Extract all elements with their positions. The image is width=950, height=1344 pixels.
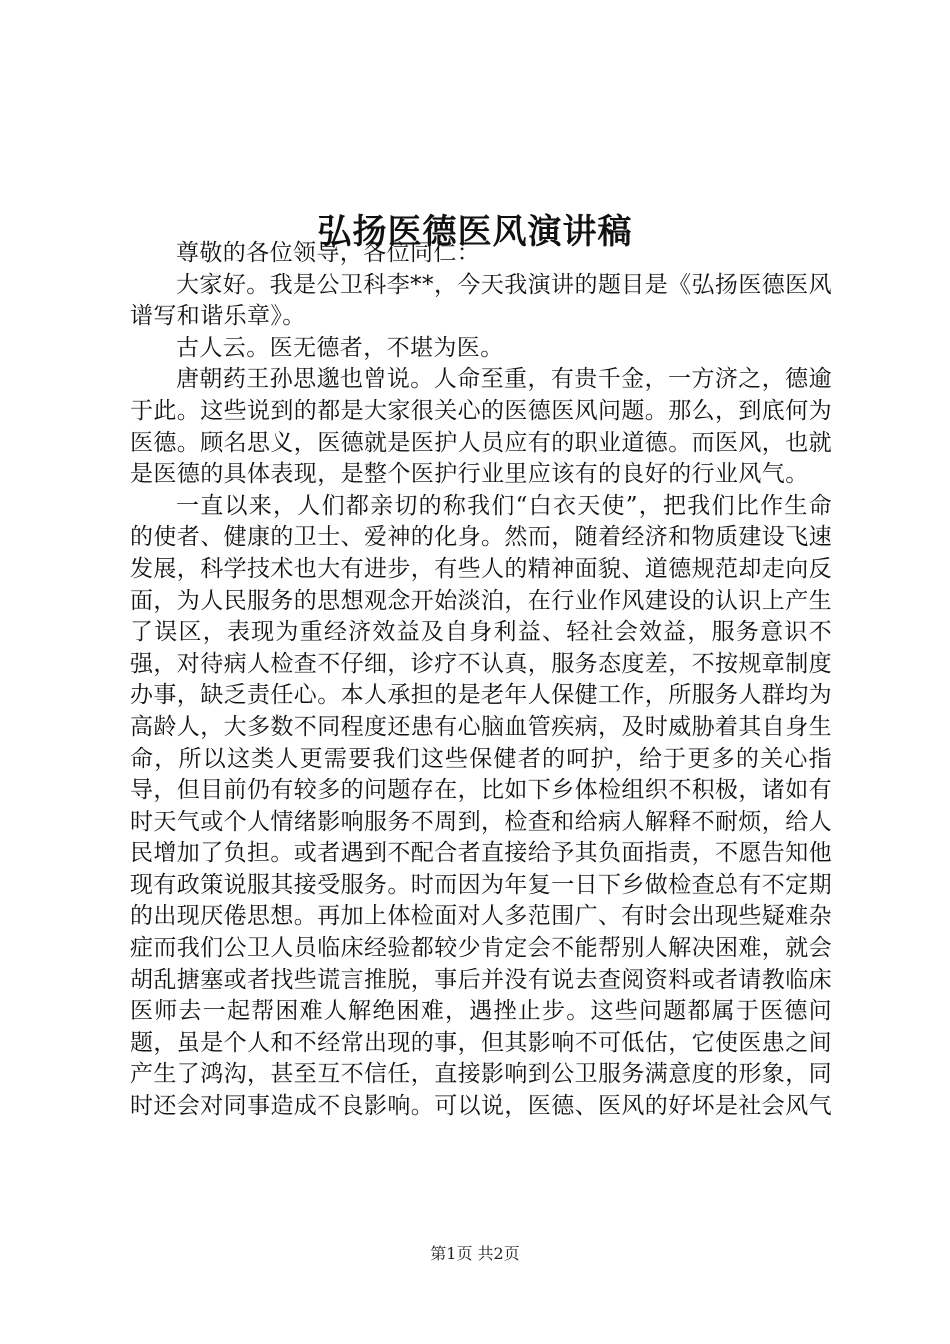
body-paragraph: 一直以来，人们都亲切的称我们“白衣天使”，把我们比作生命的使者、健康的卫士、爱神的化身。然而，随着经济和物质建设飞速发展，科学技术也大有进步，有些人的精神面貌、道德规范却走向反面，为人民服务的思想观念开始淡泊，在行业作风建设的认识上产生了误区，表现为重经济效益及自身利益、轻社会效益，服务意识不强，对待病人检查不仔细，诊疗不认真，服务态度差，不按规章制度办事，缺乏责任心。本人承担的是老年人保健工作，所服务人群均为高龄人，大多数不同程度还患有心脑血管疾病，及时威胁着其自身生命，所以这类人更需要我们这些保健者的呵护，给于更多的关心指导，但目前仍有较多的问题存在，比如下乡体检组织不积极，诸如有时天气或个人情绪影响服务不周到，检查和给病人解释不耐烦，给人民增加了负担。或者遇到不配合者直接给予其负面指责，不愿告知他现有政策说服其接受服务。时而因为年复一日下乡做检查总有不定期的出现厌倦思想。再加上体检面对人多范围广、有时会出现些疑难杂症而我们公卫人员临床经验都较少肯定会不能帮别人解决困难，就会胡乱搪塞或者找些谎言推脱，事后并没有说去查阅资料或者请教临床医师去一起帮困难人解绝困难，遇挫止步。这些问题都属于医德问题，虽是个人和不经常出现的事，但其影响不可低估，它使医患之间产生了鸿沟，甚至互不信任，直接影响到公卫服务满意度的形象，同时还会对同事造成不良影响。可以说，医德、医风的好坏是社会风气 xyxy=(130,492,832,1120)
definition-paragraph: 唐朝药王孙思邈也曾说。人命至重，有贵千金，一方济之，德逾于此。这些说到的都是大家很关心的医德医风问题。那么，到底何为医德。顾名思义，医德就是医护人员应有的职业道德。而医风，也就是医德的具体表现，是整个医护行业里应该有的良好的行业风气。 xyxy=(130,366,832,488)
document-title: 弘扬医德医风演讲稿 xyxy=(317,211,633,252)
document-body xyxy=(130,238,832,1123)
greeting-paragraph: 大家好。我是公卫科李**，今天我演讲的题目是《弘扬医德医风谱写和谐乐章》。 xyxy=(130,271,832,330)
page-number-footer: 第1页 共2页 xyxy=(430,1244,520,1263)
salutation-paragraph: 尊敬的各位领导，各位同仁： xyxy=(176,240,481,266)
quote-paragraph: 古人云。医无德者，不堪为医。 xyxy=(176,334,504,361)
